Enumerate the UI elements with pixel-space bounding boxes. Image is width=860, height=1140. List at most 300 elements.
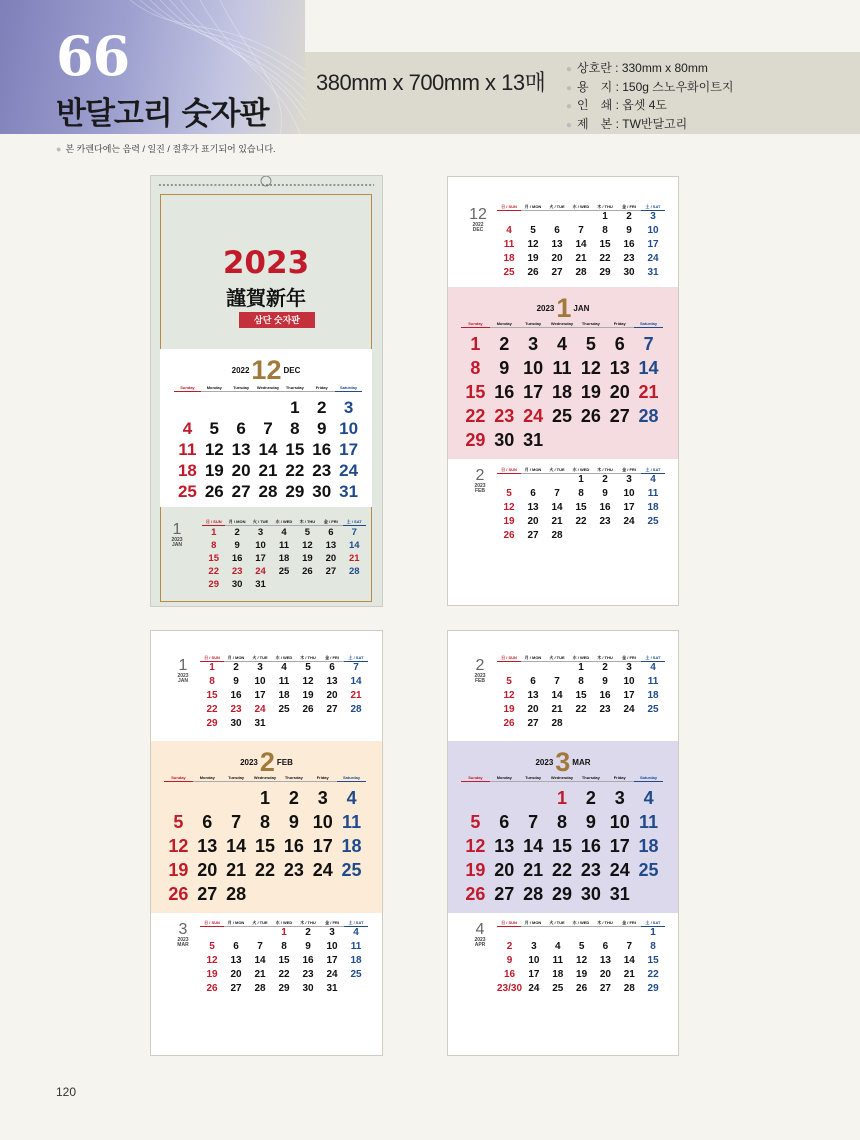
date-cell: 31: [339, 482, 359, 501]
date-cell: 25: [503, 267, 515, 278]
date-cell: 15: [575, 690, 587, 701]
date-cell: 18: [647, 690, 659, 701]
date-cell: 4: [650, 662, 656, 673]
month-label: [467, 467, 493, 494]
calendar-cover-preview: [150, 175, 383, 607]
date-cell: 6: [202, 812, 213, 832]
date-cell: 8: [281, 941, 287, 952]
date-cell: 13: [231, 440, 251, 459]
year-label: 2023: [177, 673, 189, 679]
date-cell: 17: [523, 382, 544, 402]
date-cell: 14: [575, 239, 587, 250]
dayname: 日 / SUN: [497, 204, 521, 211]
dayname: 火 / TUE: [545, 655, 569, 662]
month-abbr: DEC: [283, 366, 301, 375]
date-cell: 15: [575, 502, 587, 513]
date-cell: 27: [527, 530, 539, 541]
dayname: Monday: [193, 775, 222, 782]
dayname: 土 / SAT: [641, 204, 665, 211]
date-cell: 11: [178, 440, 197, 459]
date-grid: [461, 332, 663, 452]
month-number: 2: [475, 467, 485, 484]
dayname: 水 / WED: [569, 655, 593, 662]
date-cell: [545, 661, 569, 675]
date-cell: 1: [281, 927, 287, 938]
date-cell: 29: [465, 430, 486, 450]
date-cell: 20: [494, 860, 515, 880]
date-cell: 10: [623, 488, 635, 499]
date-cell: 27: [325, 566, 337, 577]
dayname: 木 / THU: [296, 920, 320, 927]
date-cell: 3: [650, 211, 656, 222]
dayname: 月 / MON: [224, 655, 248, 662]
date-grid: [164, 786, 366, 906]
year-label: 2023: [240, 758, 258, 767]
spec-list: [566, 60, 733, 134]
date-cell: 31: [647, 267, 659, 278]
dayname: 金 / FRI: [617, 655, 641, 662]
date-cell: 4: [643, 788, 654, 808]
dayname: 月 / MON: [521, 655, 545, 662]
dayname: 土 / SAT: [343, 519, 366, 526]
date-cell: 4: [650, 474, 656, 485]
date-cell: 15: [551, 836, 572, 856]
date-cell: 7: [263, 419, 273, 438]
date-cell: 5: [530, 225, 536, 236]
date-cell: 17: [255, 553, 266, 564]
date-cell: 11: [342, 812, 362, 832]
date-cell: 25: [278, 704, 290, 715]
dayname: Wednesday: [251, 775, 280, 782]
date-cell: 10: [254, 676, 266, 687]
date-cell: 12: [503, 502, 515, 513]
date-cell: 4: [281, 527, 287, 538]
date-cell: 6: [554, 225, 560, 236]
date-cell: 6: [236, 419, 246, 438]
date-cell: [521, 210, 545, 224]
date-cell: 9: [499, 358, 510, 378]
date-cell: 26: [576, 983, 588, 994]
date-cell: 21: [258, 461, 278, 480]
next-month-section: [151, 913, 382, 1056]
date-cell: [545, 210, 569, 224]
date-cell: 25: [638, 860, 659, 880]
dayname: Wednesday: [255, 385, 282, 392]
dayname: Sunday: [461, 775, 490, 782]
date-cell: 28: [348, 566, 360, 577]
dayname: Tuesday: [222, 775, 251, 782]
date-cell: 28: [258, 482, 278, 501]
date-cell: 11: [552, 955, 564, 966]
date-cell: 13: [325, 540, 337, 551]
date-cell: 26: [527, 267, 539, 278]
date-cell: 28: [575, 267, 587, 278]
dayname: 月 / MON: [521, 204, 545, 211]
month-number: 1: [172, 521, 182, 538]
date-cell: 8: [650, 941, 656, 952]
date-cell: 4: [506, 225, 512, 236]
date-cell: 4: [353, 927, 359, 938]
date-cell: 6: [499, 812, 510, 832]
date-cell: 18: [638, 836, 659, 856]
date-cell: 28: [638, 406, 659, 426]
date-cell: 14: [551, 502, 563, 513]
date-cell: [519, 786, 548, 810]
date-cell: 13: [609, 358, 630, 378]
date-cell: 27: [599, 983, 611, 994]
date-cell: 2: [499, 334, 510, 354]
dayname: 木 / THU: [593, 655, 617, 662]
date-cell: 9: [602, 488, 608, 499]
date-cell: 2: [585, 788, 596, 808]
date-grid: [174, 397, 362, 502]
date-cell: 2: [602, 662, 608, 673]
date-cell: 20: [527, 704, 539, 715]
dayname: 木 / THU: [296, 655, 320, 662]
dayname: 日 / SUN: [497, 467, 521, 474]
daynames-row: [461, 321, 663, 328]
date-cell: 28: [551, 530, 563, 541]
date-cell: 20: [609, 382, 630, 402]
date-cell: 4: [182, 419, 193, 438]
date-cell: 29: [285, 482, 305, 501]
date-cell: 25: [341, 860, 362, 880]
date-cell: 14: [350, 676, 362, 687]
date-cell: 21: [575, 253, 587, 264]
year-label: 2023: [474, 483, 486, 489]
dayname: Wednesday: [548, 775, 577, 782]
dayname: 土 / SAT: [344, 920, 368, 927]
date-cell: 7: [554, 676, 560, 687]
date-cell: 25: [647, 704, 659, 715]
month-abbr: MAR: [572, 758, 591, 767]
date-cell: 30: [494, 430, 515, 450]
dayname: 土 / SAT: [641, 467, 665, 474]
date-cell: 13: [197, 836, 218, 856]
date-cell: 30: [623, 267, 635, 278]
date-cell: 10: [623, 676, 635, 687]
date-cell: 9: [234, 540, 240, 551]
date-cell: 9: [288, 812, 299, 832]
date-cell: [164, 786, 193, 810]
date-cell: 20: [527, 516, 539, 527]
date-cell: 5: [470, 812, 481, 832]
date-cell: 17: [339, 440, 359, 459]
date-cell: 10: [609, 812, 630, 832]
binding-rings: [151, 176, 382, 190]
date-cell: 8: [209, 676, 215, 687]
date-cell: 28: [551, 718, 563, 729]
date-cell: 24: [528, 983, 540, 994]
date-cell: 1: [259, 788, 270, 808]
date-cell: 22: [599, 253, 611, 264]
date-cell: 19: [465, 860, 486, 880]
year-label: 2022: [472, 222, 484, 228]
daynames-row: [164, 775, 366, 782]
year-label: 2023: [177, 937, 189, 943]
date-cell: 13: [527, 502, 539, 513]
date-cell: 11: [278, 540, 290, 551]
date-cell: 11: [350, 941, 362, 952]
date-cell: 17: [647, 239, 659, 250]
date-cell: 26: [580, 406, 601, 426]
cover-frame: [160, 194, 372, 602]
dayname: Sunday: [461, 321, 490, 328]
date-cell: 12: [576, 955, 588, 966]
date-cell: 28: [226, 884, 247, 904]
date-cell: 15: [599, 239, 611, 250]
date-cell: 6: [614, 334, 625, 354]
date-cell: 6: [329, 662, 335, 673]
date-cell: [545, 473, 569, 487]
date-cell: 12: [302, 540, 313, 551]
date-cell: 22: [206, 704, 218, 715]
date-cell: 24: [326, 969, 338, 980]
daynames-row: [461, 775, 663, 782]
date-cell: 19: [580, 382, 601, 402]
prev-month-section: [151, 631, 382, 741]
date-cell: 12: [527, 239, 539, 250]
month-abbr: JAN: [177, 678, 188, 684]
date-cell: 23/30: [497, 983, 523, 994]
date-cell: 1: [290, 398, 300, 417]
date-cell: 13: [230, 955, 242, 966]
date-cell: 19: [204, 461, 224, 480]
month-label: [164, 521, 190, 548]
date-cell: 1: [578, 662, 584, 673]
date-cell: 8: [290, 419, 300, 438]
date-cell: [522, 926, 546, 940]
dayname: 土 / SAT: [344, 655, 368, 662]
date-cell: 10: [528, 955, 540, 966]
date-cell: 10: [339, 419, 359, 438]
date-cell: 1: [602, 211, 608, 222]
next-month-section: [448, 913, 678, 1056]
date-cell: 21: [551, 704, 563, 715]
date-cell: 15: [206, 690, 218, 701]
date-cell: 19: [206, 969, 218, 980]
date-cell: [521, 473, 545, 487]
month-header: [151, 747, 382, 778]
date-cell: 16: [503, 969, 516, 980]
year-label: 2023: [536, 304, 555, 313]
date-cell: 5: [209, 941, 215, 952]
date-cell: 26: [503, 530, 515, 541]
date-grid: [497, 210, 665, 280]
date-cell: 27: [197, 884, 218, 904]
date-cell: 27: [230, 983, 242, 994]
date-grid: [497, 661, 665, 731]
date-cell: 31: [255, 579, 266, 590]
date-cell: 20: [197, 860, 218, 880]
dayname: 月 / MON: [225, 519, 248, 526]
date-cell: 14: [348, 540, 360, 551]
date-cell: 29: [551, 884, 572, 904]
dayname: 水 / WED: [569, 920, 593, 927]
calendar-march-preview: [447, 630, 679, 1056]
date-cell: 14: [551, 690, 563, 701]
date-cell: 8: [578, 488, 584, 499]
date-cell: 18: [552, 969, 564, 980]
date-cell: 28: [350, 704, 362, 715]
date-cell: 17: [609, 836, 630, 856]
date-cell: [497, 661, 521, 675]
date-cell: 24: [623, 704, 635, 715]
dayname: 金 / FRI: [320, 655, 344, 662]
dayname: 木 / THU: [593, 467, 617, 474]
date-cell: 30: [231, 579, 243, 590]
date-cell: 21: [623, 969, 635, 980]
cover-year: 2023: [222, 245, 310, 281]
date-cell: 19: [527, 253, 539, 264]
dayname: 火 / TUE: [248, 920, 272, 927]
date-cell: 3: [626, 474, 632, 485]
date-cell: 3: [257, 527, 264, 538]
date-cell: 27: [494, 884, 515, 904]
date-cell: 14: [254, 955, 266, 966]
dayname: Thursday: [576, 321, 605, 328]
date-cell: 22: [551, 860, 572, 880]
date-cell: 5: [305, 662, 311, 673]
date-cell: 3: [528, 334, 539, 354]
date-cell: 5: [209, 419, 219, 438]
dayname: 土 / SAT: [641, 920, 665, 927]
year-label: 2022: [231, 366, 250, 375]
date-cell: 31: [326, 983, 338, 994]
month-abbr: APR: [474, 942, 486, 948]
date-cell: 7: [578, 225, 584, 236]
date-cell: 23: [580, 860, 601, 880]
date-cell: 4: [281, 662, 287, 673]
date-cell: 24: [647, 253, 659, 264]
dayname: Wednesday: [548, 321, 577, 328]
date-cell: 16: [283, 836, 304, 856]
dayname: Sunday: [164, 775, 193, 782]
date-cell: 16: [231, 553, 243, 564]
date-cell: 13: [527, 690, 539, 701]
date-cell: 26: [465, 884, 486, 904]
date-cell: [617, 926, 641, 940]
date-cell: 16: [302, 955, 314, 966]
dayname: 日 / SUN: [202, 519, 225, 526]
date-cell: 25: [177, 482, 197, 501]
date-cell: 24: [254, 704, 266, 715]
dayname: 金 / FRI: [319, 519, 342, 526]
spec-item: ● 상호란 : 330mm x 80mm: [566, 60, 733, 79]
date-cell: 3: [614, 788, 625, 808]
date-cell: 29: [208, 579, 219, 590]
month-abbr: MAR: [177, 942, 189, 948]
main-month-section: [448, 287, 678, 459]
date-cell: 11: [639, 812, 659, 832]
date-cell: 23: [302, 969, 314, 980]
date-cell: [570, 926, 594, 940]
date-cell: 8: [211, 540, 217, 551]
date-cell: 12: [503, 690, 515, 701]
date-cell: 12: [580, 358, 601, 378]
date-cell: 13: [599, 955, 611, 966]
date-cell: 2: [316, 398, 327, 417]
cover-greeting: 謹賀新年: [226, 286, 306, 310]
dayname: Thursday: [281, 385, 308, 392]
month-number: 4: [475, 921, 485, 938]
date-cell: 19: [576, 969, 588, 980]
month-number: 1: [556, 293, 572, 323]
date-cell: 12: [204, 440, 224, 459]
dayname: 水 / WED: [272, 920, 296, 927]
date-cell: 21: [638, 382, 659, 402]
cover-next-month: [160, 513, 372, 599]
date-cell: 8: [556, 812, 567, 832]
dayname: 金 / FRI: [320, 920, 344, 927]
year-label: 2023: [474, 673, 486, 679]
date-cell: 2: [288, 788, 299, 808]
date-cell: 27: [551, 267, 563, 278]
date-cell: 22: [278, 969, 290, 980]
date-cell: 20: [230, 969, 242, 980]
prev-month-section: [448, 631, 678, 741]
dayname: 火 / TUE: [545, 204, 569, 211]
date-cell: 7: [257, 941, 263, 952]
date-cell: 15: [278, 955, 290, 966]
spec-item: ● 용 지 : 150g 스노우화이트지: [566, 79, 733, 98]
date-grid: [202, 526, 366, 591]
main-month-section: [151, 741, 382, 913]
date-cell: 14: [638, 358, 659, 378]
date-cell: 3: [531, 941, 537, 952]
dayname: Friday: [308, 775, 337, 782]
date-cell: 20: [326, 690, 338, 701]
date-cell: [569, 210, 593, 224]
date-cell: 13: [326, 676, 338, 687]
date-cell: 8: [578, 676, 584, 687]
lunar-note: ● 본 카렌다에는 음력 / 일진 / 절후가 표기되어 있습니다.: [56, 142, 276, 155]
dayname: Thursday: [576, 775, 605, 782]
date-grid: [497, 926, 665, 996]
date-cell: [193, 786, 222, 810]
month-label: [467, 657, 493, 684]
date-cell: 31: [523, 430, 544, 450]
product-size: 380mm x 700mm x 13매: [316, 70, 546, 95]
daynames-row: [174, 385, 362, 392]
month-number: 3: [178, 921, 188, 938]
date-cell: 14: [623, 955, 635, 966]
date-cell: 23: [599, 704, 611, 715]
date-cell: 17: [312, 836, 333, 856]
date-cell: 22: [575, 704, 587, 715]
date-cell: 9: [602, 676, 608, 687]
date-cell: 5: [506, 488, 512, 499]
dayname: Tuesday: [519, 321, 548, 328]
date-cell: 27: [231, 482, 251, 501]
date-cell: 25: [552, 983, 564, 994]
date-cell: [224, 926, 248, 940]
date-cell: 18: [350, 955, 362, 966]
date-cell: 23: [283, 860, 304, 880]
date-cell: 30: [312, 482, 332, 501]
date-cell: 30: [302, 983, 314, 994]
dayname: 水 / WED: [569, 204, 593, 211]
date-cell: 20: [551, 253, 563, 264]
month-label: [467, 921, 493, 948]
date-cell: 23: [230, 704, 242, 715]
dayname: 月 / MON: [521, 920, 545, 927]
date-cell: 9: [506, 955, 513, 966]
date-cell: 23: [312, 461, 332, 480]
date-cell: 8: [259, 812, 270, 832]
dayname: 土 / SAT: [641, 655, 665, 662]
date-cell: 16: [230, 690, 242, 701]
